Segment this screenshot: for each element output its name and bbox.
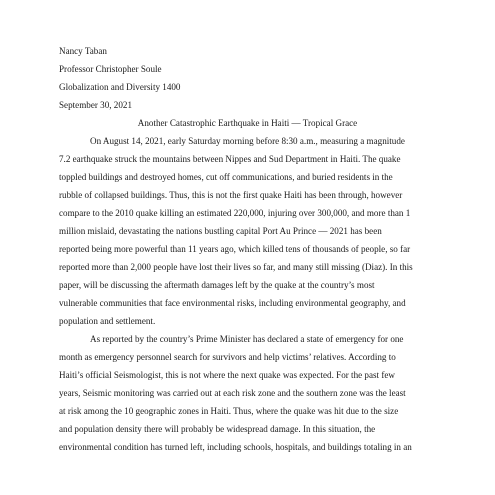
paragraph-line: paper, will be discussing the aftermath damages left by the quake at the country’s most xyxy=(59,280,375,290)
paragraph-line: reported being more powerful than 11 years ago, which killed tens of thousands of people, so far xyxy=(59,244,411,254)
course-name: Globalization and Diversity 1400 xyxy=(59,82,181,92)
paragraph-line: at risk among the 10 geographic zones in Haiti. Thus, where the quake was hit due to the size xyxy=(59,406,399,416)
paragraph-line: environmental condition has turned left, including schools, hospitals, and buildings totaling in an xyxy=(59,442,412,452)
paragraph-line: rubble of collapsed buildings. Thus, this is not the first quake Haiti has been through, however xyxy=(59,190,403,200)
document-date: September 30, 2021 xyxy=(59,100,132,110)
paragraph-line: Haiti’s official Seismologist, this is not where the next quake was expected. For the past few xyxy=(59,370,395,380)
paragraph-line: 7.2 earthquake struck the mountains between Nippes and Sud Department in Haiti. The quake xyxy=(59,154,401,164)
paragraph-line: and population density there will probably be widespread damage. In this situation, the xyxy=(59,424,376,434)
document-title: Another Catastrophic Earthquake in Haiti — Tropical Grace xyxy=(137,118,358,128)
professor-name: Professor Christopher Soule xyxy=(59,64,162,74)
paragraph-line: month as emergency personnel search for survivors and help victims’ relatives. According to xyxy=(59,352,396,362)
paragraph-line: population and settlement. xyxy=(59,316,156,326)
paragraph-line: years, Seismic monitoring was carried out at each risk zone and the southern zone was the least xyxy=(59,388,406,398)
paragraph-line: On August 14, 2021, early Saturday morning before 8:30 a.m., measuring a magnitude xyxy=(90,136,405,146)
paragraph-line: reported more than 2,000 people have lost their lives so far, and many still missing (Diaz). In this xyxy=(59,262,413,272)
paragraph-line: compare to the 2010 quake killing an estimated 220,000, injuring over 300,000, and more than 1 xyxy=(59,208,411,218)
student-name: Nancy Taban xyxy=(59,46,107,56)
paragraph-line: toppled buildings and destroyed homes, cut off communications, and buried residents in the xyxy=(59,172,393,182)
paragraph-line: As reported by the country’s Prime Minister has declared a state of emergency for one xyxy=(90,334,404,344)
paragraph-line: vulnerable communities that face environmental risks, including environmental geography, and xyxy=(59,298,406,308)
paragraph-line: million mislaid, devastating the nations bustling capital Port Au Prince — 2021 has been xyxy=(59,226,382,236)
